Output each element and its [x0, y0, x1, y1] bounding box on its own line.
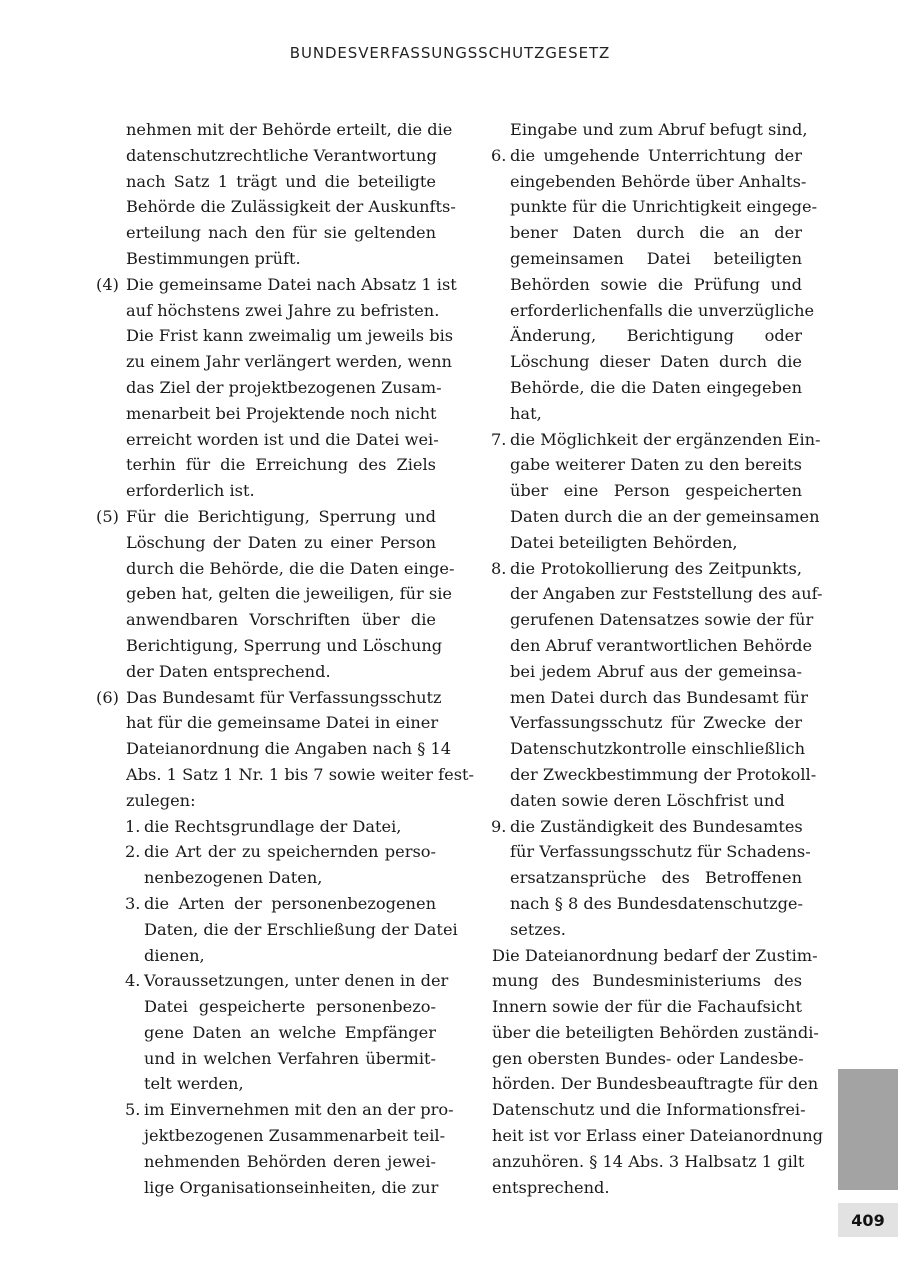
text-line: punkte für die Unrichtigkeit eingege- [510, 197, 818, 217]
list-item-3 [125, 891, 458, 968]
text-line: datenschutzrechtliche Verantwortung [126, 145, 437, 165]
text-line: entsprechend. [492, 1177, 610, 1197]
text-line: die umgehende Unterrichtung der [510, 145, 802, 165]
list-item-5 [125, 1097, 454, 1200]
text-line: die Möglichkeit der ergänzenden Ein- [510, 429, 821, 449]
text-line: Datenschutzkontrolle einschließlich [510, 739, 806, 759]
text-line: durch die Behörde, die die Daten einge- [126, 558, 455, 578]
running-header: BUNDESVERFASSUNGSSCHUTZGESETZ [289, 44, 611, 62]
text-line: die Protokollierung des Zeitpunkts, [510, 558, 802, 578]
text-line: gabe weiterer Daten zu den bereits [510, 455, 802, 475]
text-line: telt werden, [144, 1074, 244, 1094]
list-item-7 [491, 427, 821, 556]
text-line: gerufenen Datensatzes sowie der für [510, 610, 814, 630]
text-line: Bestimmungen prüft. [126, 248, 301, 268]
text-line: bener Daten durch die an der [510, 223, 802, 243]
list-number: 9. [491, 816, 507, 836]
text-line: im Einvernehmen mit den an der pro- [144, 1100, 454, 1120]
text-line: Datei gespeicherte personenbezo- [144, 997, 436, 1017]
text-line: erteilung nach den für sie geltenden [126, 223, 436, 243]
list-number: 1. [125, 816, 141, 836]
paragraph-label: (4) [96, 274, 119, 294]
text-line: für Verfassungsschutz für Schadens- [510, 842, 811, 862]
text-line: Dateianordnung die Angaben nach § 14 [126, 739, 452, 759]
text-line: Behörde, die die Daten eingegeben [510, 377, 802, 397]
text-line: gen obersten Bundes- oder Landesbe- [492, 1048, 804, 1068]
text-line: Berichtigung, Sperrung und Löschung [126, 635, 443, 655]
list-number: 2. [125, 842, 141, 862]
text-line: jektbezogenen Zusammenarbeit teil- [144, 1126, 446, 1146]
text-line: auf höchstens zwei Jahre zu befristen. [126, 300, 440, 320]
text-line: der Daten entsprechend. [126, 661, 331, 681]
text-line: die Rechtsgrundlage der Datei, [144, 816, 402, 836]
list-number: 5. [125, 1100, 141, 1120]
text-line: Abs. 1 Satz 1 Nr. 1 bis 7 sowie weiter fest- [126, 764, 474, 784]
text-line: und in welchen Verfahren übermit- [144, 1048, 436, 1068]
text-line: der Zweckbestimmung der Protokoll- [510, 764, 817, 784]
list-number: 7. [491, 429, 507, 449]
list-item-8 [491, 556, 823, 814]
text-line: nehmenden Behörden deren jewei- [144, 1151, 436, 1171]
text-line: Eingabe und zum Abruf befugt sind, [510, 120, 808, 139]
text-line: erreicht worden ist und die Datei wei- [126, 429, 439, 449]
text-line: Datenschutz und die Informationsfrei- [492, 1100, 806, 1120]
paragraph-5 [96, 504, 455, 685]
text-line: terhin für die Erreichung des Ziels [126, 455, 436, 475]
text-line: die Arten der personenbezogenen [144, 893, 436, 913]
text-line: nach § 8 des Bundesdatenschutzge- [510, 893, 803, 913]
text-line: Innern sowie der für die Fachaufsicht [492, 997, 802, 1017]
text-line: hörden. Der Bundesbeauftragte für den [492, 1074, 819, 1094]
text-line: erforderlich ist. [126, 481, 255, 501]
page-number: 409 [838, 1203, 898, 1237]
text-line: Löschung dieser Daten durch die [510, 352, 802, 372]
text-line: hat für die gemeinsame Datei in einer [126, 713, 439, 733]
text-line: Behörde die Zulässigkeit der Auskunfts- [126, 197, 456, 217]
closing-paragraph [492, 943, 823, 1201]
text-line: gene Daten an welche Empfänger [144, 1022, 436, 1042]
text-line: hat, [510, 403, 542, 423]
text-line: Datei beteiligten Behörden, [510, 532, 738, 552]
text-line: zulegen: [126, 790, 196, 810]
list-number: 4. [125, 971, 141, 991]
text-line: Für die Berichtigung, Sperrung und [126, 506, 436, 526]
paragraph-label: (5) [96, 506, 119, 526]
text-line: nach Satz 1 trägt und die beteiligte [126, 171, 436, 191]
text-line: Die gemeinsame Datei nach Absatz 1 ist [126, 274, 457, 294]
text-line: Voraussetzungen, unter denen in der [144, 971, 449, 991]
list-item-1 [126, 814, 436, 840]
text-line: den Abruf verantwortlichen Behörde [510, 635, 813, 655]
thumb-index-tab [838, 1069, 898, 1190]
text-line: men Datei durch das Bundesamt für [510, 687, 808, 707]
list-number: 6. [491, 145, 507, 165]
text-line: eingebenden Behörde über Anhalts- [510, 171, 807, 191]
text-line: Die Frist kann zweimalig um jeweils bis [126, 326, 454, 346]
paragraph-6 [96, 685, 474, 1201]
text-line: die Zuständigkeit des Bundesamtes [510, 816, 803, 836]
text-line: Die Dateianordnung bedarf der Zustim- [492, 945, 818, 965]
text-line: anwendbaren Vorschriften über die [126, 610, 436, 630]
text-line: zu einem Jahr verlängert werden, wenn [126, 352, 452, 372]
text-line: Daten durch die an der gemeinsamen [510, 506, 820, 526]
list-number: 8. [491, 558, 507, 578]
text-line: geben hat, gelten die jeweiligen, für sie [126, 584, 452, 604]
text-line: dienen, [144, 945, 205, 965]
text-line: der Angaben zur Feststellung des auf- [510, 584, 823, 604]
text-line: über die beteiligten Behörden zuständi- [492, 1022, 819, 1042]
text-line: lige Organisationseinheiten, die zur [144, 1177, 439, 1197]
text-line: Das Bundesamt für Verfassungsschutz [126, 687, 442, 707]
text-line: mung des Bundesministeriums des [492, 971, 802, 991]
paragraph-label: (6) [96, 687, 119, 707]
text-line: nehmen mit der Behörde erteilt, die die [126, 120, 453, 139]
list-item-9 [491, 814, 811, 943]
text-line: Behörden sowie die Prüfung und [510, 274, 802, 294]
text-line: ersatzansprüche des Betroffenen [510, 868, 802, 888]
text-line: bei jedem Abruf aus der gemeinsa- [510, 661, 802, 681]
text-line: die Art der zu speichernden perso- [144, 842, 436, 862]
text-line: Änderung, Berichtigung oder [510, 326, 802, 346]
text-line: nenbezogenen Daten, [144, 868, 323, 888]
text-line: gemeinsamen Datei beteiligten [510, 248, 802, 268]
intro-paragraph [126, 117, 456, 272]
text-line: über eine Person gespeicherten [510, 481, 802, 501]
list-item-6 [491, 143, 818, 427]
text-line: Daten, die der Erschließung der Datei [144, 919, 458, 939]
list-item-4 [125, 968, 449, 1097]
text-line: setzes. [510, 919, 566, 939]
text-line: Löschung der Daten zu einer Person [126, 532, 436, 552]
list-item-2 [126, 839, 436, 891]
left-column [96, 117, 474, 1200]
text-line: heit ist vor Erlass einer Dateianordnung [492, 1126, 823, 1146]
right-column [491, 117, 823, 1200]
text-line: das Ziel der projektbezogenen Zusam- [126, 377, 442, 397]
list-item-5-continued [492, 117, 808, 143]
text-line: Verfassungsschutz für Zwecke der [510, 713, 802, 733]
paragraph-4 [96, 272, 457, 504]
text-line: daten sowie deren Löschfrist und [510, 790, 785, 810]
list-number: 3. [125, 893, 141, 913]
text-line: anzuhören. § 14 Abs. 3 Halbsatz 1 gilt [492, 1151, 805, 1171]
text-line: erforderlichenfalls die unverzügliche [510, 300, 815, 320]
text-line: menarbeit bei Projektende noch nicht [126, 403, 437, 423]
